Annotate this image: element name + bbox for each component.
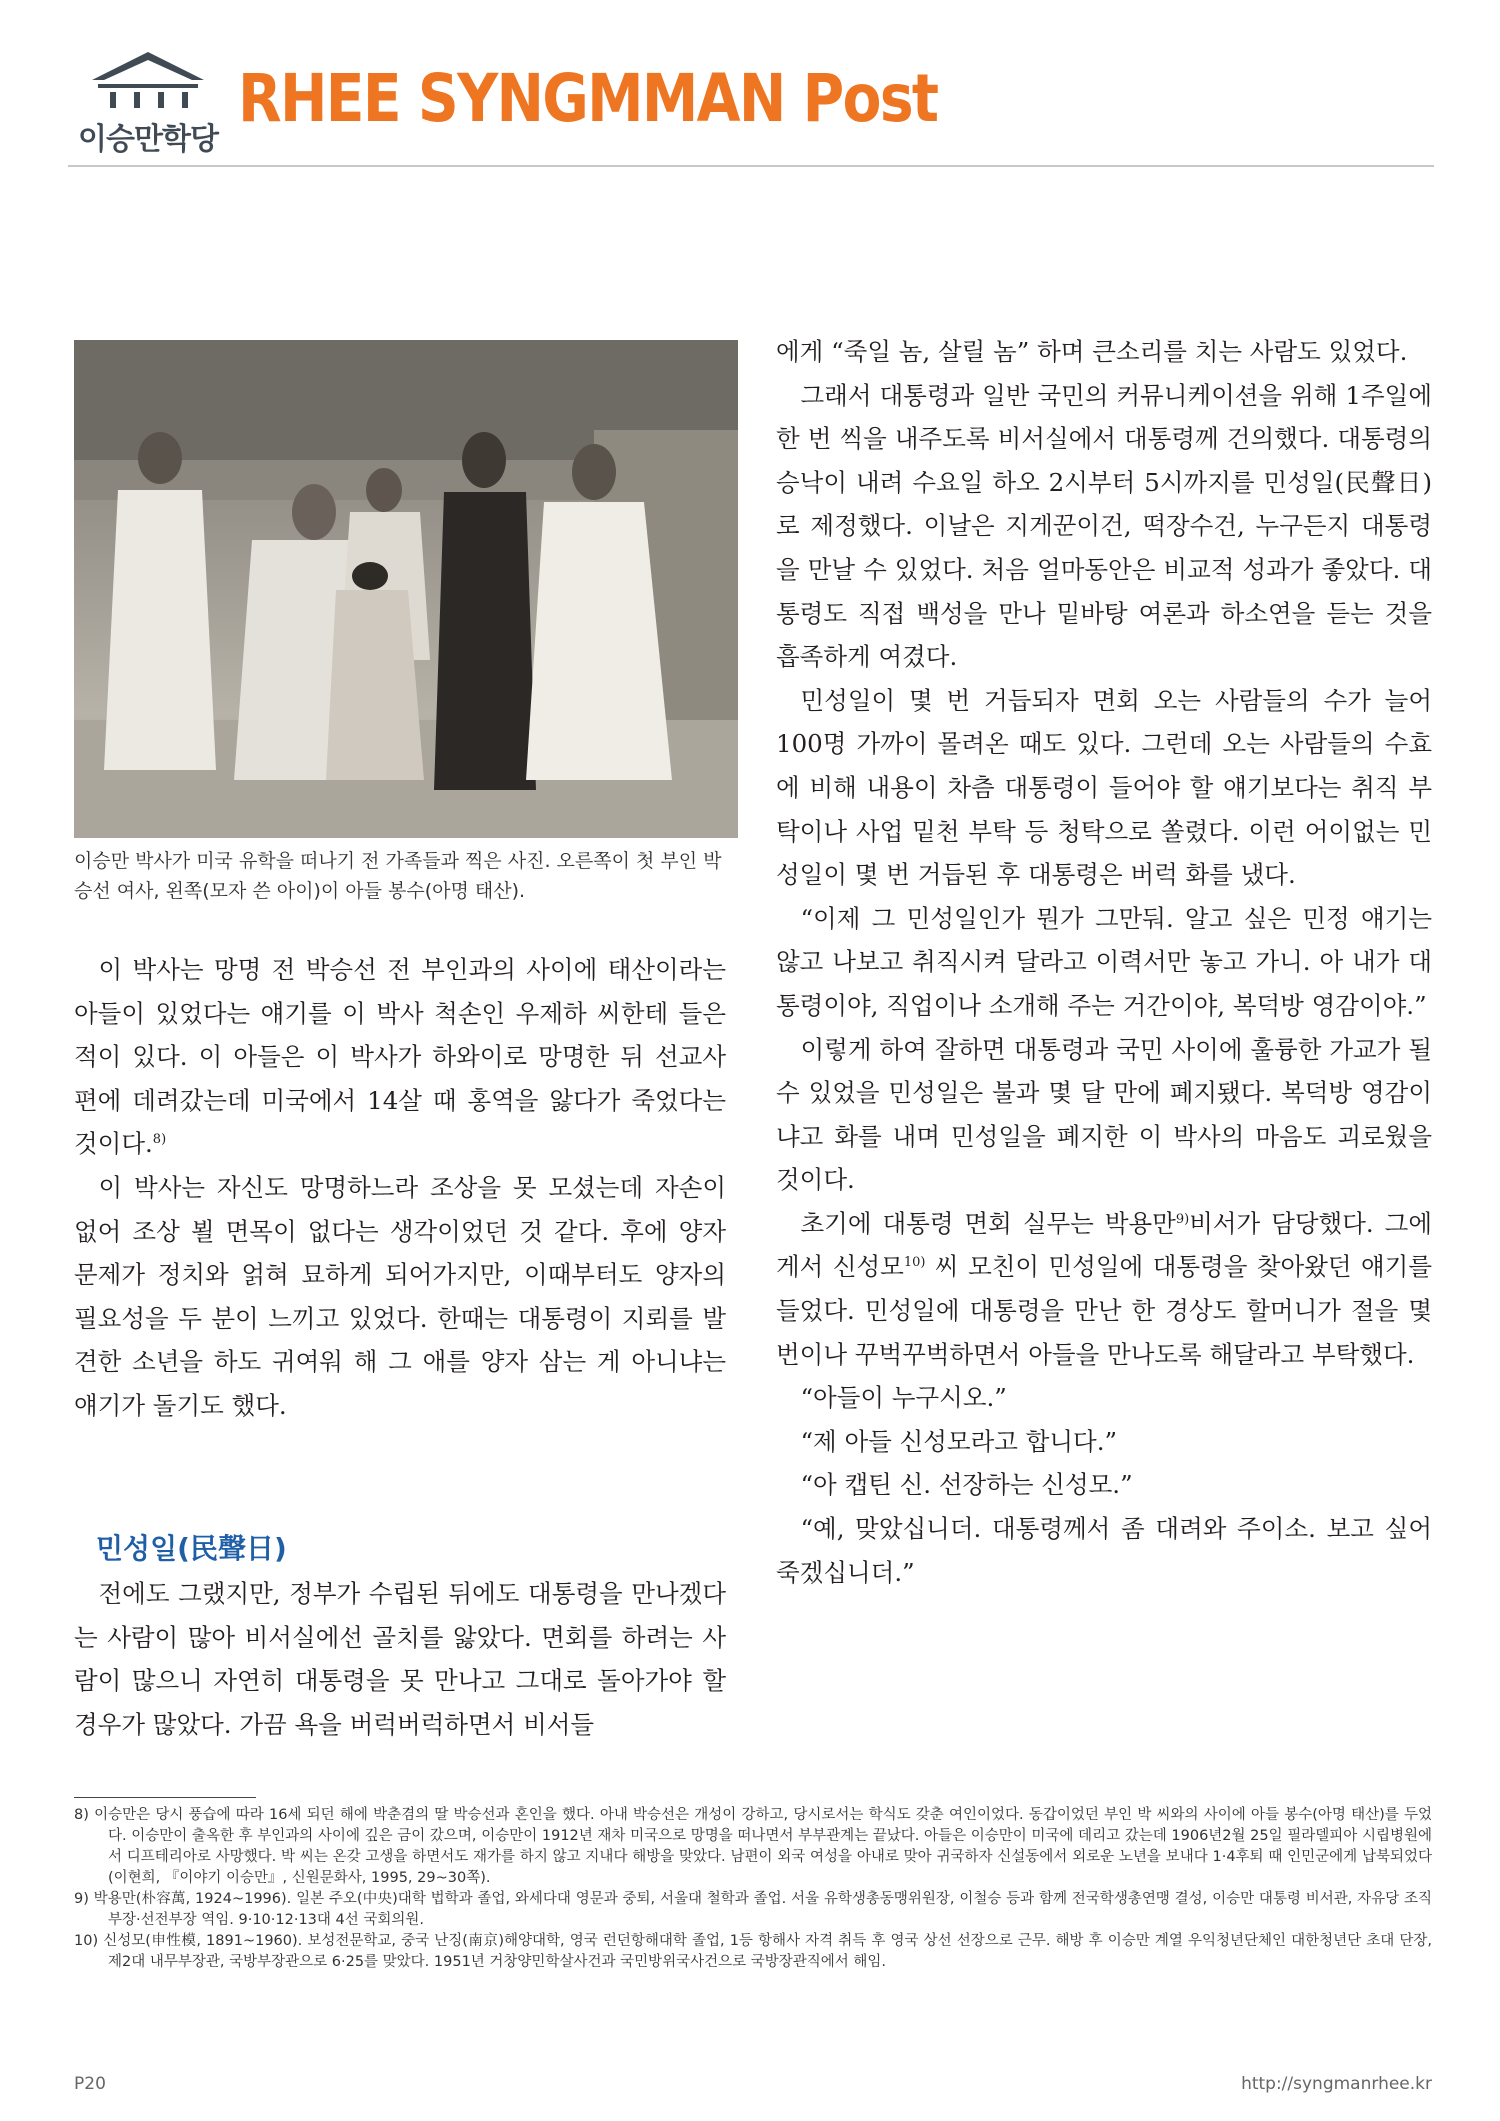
paragraph: 이렇게 하여 잘하면 대통령과 국민 사이에 훌륭한 가교가 될 수 있었을 민성일은 불과 몇 달 만에 폐지됐다. 복덕방 영감이냐고 화를 내며 민성일을 폐지한 이 박사의 마음도 괴로웠을 것이다. bbox=[776, 1034, 1432, 1195]
footnotes bbox=[74, 1805, 1432, 1973]
publication-title: RHEE SYNGMMAN Post bbox=[238, 60, 938, 137]
footnote-ref: 8) bbox=[152, 1132, 167, 1148]
dialogue-line: “예, 맞았십니더. 대통령께서 좀 대려와 주이소. 보고 싶어 죽겠십니더.” bbox=[776, 1514, 1432, 1587]
paragraph: 에게 “죽일 놈, 살릴 놈” 하며 큰소리를 치는 사람도 있었다. bbox=[776, 337, 1408, 366]
footnote-ref: 10) bbox=[903, 1255, 926, 1271]
page-header bbox=[0, 0, 1500, 170]
family-photo bbox=[74, 340, 738, 838]
dialogue-line: “아들이 누구시오.” bbox=[800, 1383, 1007, 1413]
paragraph: 전에도 그랬지만, 정부가 수립된 뒤에도 대통령을 만나겠다는 사람이 많아 비서실에선 골치를 앓았다. 면회를 하려는 사람이 많으니 자연히 대통령을 못 만나고 그대로 돌아가야 할 경우가 많았다. 가끔 욕을 버럭버럭하면서 비서들 bbox=[74, 1579, 726, 1739]
website-url: http://syngmanrhee.kr bbox=[1241, 2074, 1432, 2094]
footnote: 8) 이승만은 당시 풍습에 따라 16세 되던 해에 박춘겸의 딸 박승선과 혼인을 했다. 아내 박승선은 개성이 강하고, 당시로서는 학식도 갖춘 여인이었다. 동갑이었던 부인 박 씨와의 사이에 아들 봉수(아명 태산)를 두었다. 이승만이 출옥한 후 부인과의 사이에 깊은 금이 갔으며, 이승만이 1912년 재차 미국으로 망명을 떠나면서 부부관계는 끝났다. 아들은 이승만이 미국에 데리고 갔는데 1906년2월 25일 필라델피아 시립병원에서 디프테리아로 사망했다. 박 씨는 온갖 고생을 하면서도 재가를 하지 않고 지내다 해방을 맞았다. 남편이 외국 여성을 아내로 맞아 귀국하자 신설동에서 외로운 노년을 보내다 1·4후퇴 때 인민군에게 납북되었다(이현희, 『이야기 이승만』, 신원문화사, 1995, 29~30쪽). bbox=[74, 1807, 1432, 1886]
footnote: 9) 박용만(朴容萬, 1924~1996). 일본 주오(中央)대학 법학과 졸업, 와세다대 영문과 중퇴, 서울대 철학과 졸업. 서울 유학생총동맹위원장, 이철승 등과 함께 전국학생총연맹 결성, 이승만 대통령 비서관, 자유당 조직부장·선전부장 역임. 9·10·12·13대 4선 국회의원. bbox=[74, 1891, 1432, 1928]
paragraph: 그래서 대통령과 일반 국민의 커뮤니케이션을 위해 1주일에 한 번 씩을 내주도록 비서실에서 대통령께 건의했다. 대통령의 승낙이 내려 수요일 하오 2시부터 5시까지를 민성일(民聲日)로 제정했다. 이날은 지게꾼이건, 떡장수건, 누구든지 대통령을 만날 수 있었다. 처음 얼마동안은 비교적 성과가 좋았다. 대통령도 직접 백성을 만나 밑바탕 여론과 하소연을 듣는 것을 흡족하게 여겼다. bbox=[776, 380, 1432, 672]
header-divider bbox=[68, 165, 1434, 167]
paragraph: 민성일이 몇 번 거듭되자 면회 오는 사람들의 수가 늘어 100명 가까이 몰려온 때도 있다. 그런데 오는 사람들의 수효에 비해 내용이 차츰 대통령이 들어야 할 얘기보다는 취직 부탁이나 사업 밑천 부탁 등 청탁으로 쏠렸다. 이런 어이없는 민성일이 몇 번 거듭된 후 대통령은 버럭 화를 냈다. bbox=[776, 685, 1432, 890]
paragraph-text: 비서가 담당했다. 그에게서 신성모 bbox=[776, 1208, 1432, 1282]
quote-paragraph: “이제 그 민성일인가 뭔가 그만둬. 알고 싶은 민정 얘기는 않고 나보고 취직시켜 달라고 이력서만 놓고 가니. 아 내가 대통령이야, 직업이나 소개해 주는 거간이야, 복덕방 영감이야.” bbox=[776, 903, 1432, 1020]
right-column-text bbox=[776, 330, 1432, 1594]
paragraph bbox=[776, 1202, 1432, 1376]
page-number: P20 bbox=[74, 2074, 106, 2094]
left-column-text-continued bbox=[74, 1572, 726, 1746]
left-column-text bbox=[74, 948, 726, 1428]
footnote-ref: 9) bbox=[1175, 1211, 1190, 1227]
logo bbox=[68, 50, 228, 155]
paragraph-text: 초기에 대통령 면회 실무는 박용만 bbox=[800, 1208, 1176, 1238]
family-photo-illustration bbox=[74, 340, 738, 838]
paragraph-text: 이 박사는 망명 전 박승선 전 부인과의 사이에 태산이라는 아들이 있었다는 얘기를 이 박사 척손인 우제하 씨한테 들은 적이 있다. 이 아들은 이 박사가 하와이로 망명한 뒤 선교사 편에 데려갔는데 미국에서 14살 때 홍역을 앓다가 죽었다는 것이다. bbox=[74, 955, 726, 1159]
dialogue-line: “제 아들 신성모라고 합니다.” bbox=[800, 1426, 1118, 1456]
dialogue-line: “아 캡틴 신. 선장하는 신성모.” bbox=[800, 1470, 1133, 1500]
paragraph-text: 씨 모친이 민성일에 대통령을 찾아왔던 얘기를 들었다. 민성일에 대통령을 만난 한 경상도 할머니가 절을 몇 번이나 꾸벅꾸벅하면서 아들을 만나도록 해달라고 부탁했다. bbox=[776, 1252, 1433, 1369]
footnote: 10) 신성모(申性模, 1891~1960). 보성전문학교, 중국 난징(南京)해양대학, 영국 런던항해대학 졸업, 1등 항해사 자격 취득 후 영국 상선 선장으로 근무. 해방 후 이승만 계열 우익청년단체인 대한청년단 초대 단장, 제2대 내무부장관, 국방부장관으로 6·25를 맞았다. 1951년 거창양민학살사건과 국민방위국사건으로 국방장관직에서 해임. bbox=[74, 1933, 1432, 1970]
paragraph: 이 박사는 자신도 망명하느라 조상을 못 모셨는데 자손이 없어 조상 뵐 면목이 없다는 생각이었던 것 같다. 후에 양자 문제가 정치와 얽혀 묘하게 되어가지만, 이때부터도 양자의 필요성을 두 분이 느끼고 있었다. 한때는 대통령이 지뢰를 발견한 소년을 하도 귀여워 해 그 애를 양자 삼는 게 아니냐는 얘기가 돌기도 했다. bbox=[74, 1172, 726, 1420]
house-logo-icon bbox=[88, 50, 208, 112]
section-heading: 민성일(民聲日) bbox=[96, 1532, 287, 1565]
logo-text: 이승만학당 bbox=[78, 122, 218, 157]
footnote-divider bbox=[74, 1797, 256, 1798]
paragraph bbox=[74, 948, 726, 1166]
photo-caption: 이승만 박사가 미국 유학을 떠나기 전 가족들과 찍은 사진. 오른쪽이 첫 부인 박승선 여사, 왼쪽(모자 쓴 아이)이 아들 봉수(아명 태산). bbox=[74, 850, 722, 902]
